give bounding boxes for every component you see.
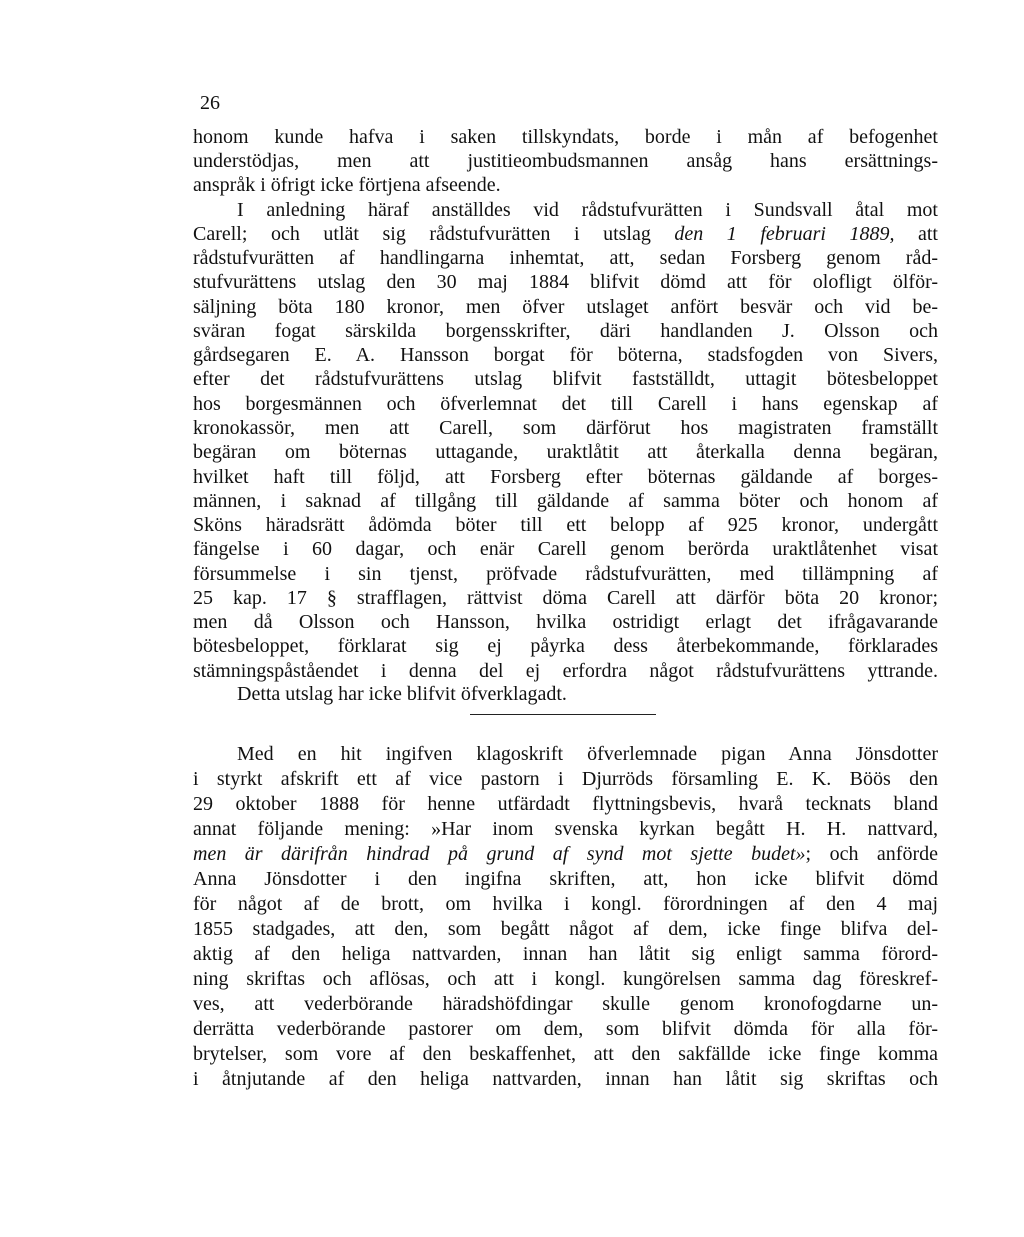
text-line: för något af de brott, om hvilka i kongl. förordningen af den 4 maj [193,893,938,915]
text-segment: Carell; och utlät sig rådstufvurätten i utslag [193,223,675,245]
page-number: 26 [200,92,220,114]
text-line: men då Olsson och Hansson, hvilka ostridigt erlagt det ifrågavarande [193,611,938,633]
section-divider [470,714,656,715]
text-line: säljning böta 180 kronor, men öfver utslaget anfört besvär och vid be- [193,296,938,318]
text-line: fängelse i 60 dagar, och enär Carell genom berörda uraktlåtenhet visat [193,538,938,560]
text-line: i styrkt afskrift ett af vice pastorn i Djurröds församling E. K. Böös den [193,768,938,790]
text-line: honom kunde hafva i saken tillskyndats, borde i mån af befogenhet [193,126,938,148]
text-line: stämningspåståendet i denna del ej erfordra något rådstufvurättens yttrande. [193,660,938,682]
text-line [193,843,938,866]
text-line: derrätta vederbörande pastorer om dem, som blifvit dömda för alla för- [193,1018,938,1040]
text-line: I anledning häraf anställdes vid rådstufvurätten i Sundsvall åtal mot [237,199,938,221]
text-line: kronokassör, men att Carell, som därförut hos magistraten framställt [193,417,938,439]
text-line: hvilket haft till följd, att Forsberg efter böternas gäldande af borges- [193,466,938,488]
text-line: gårdsegaren E. A. Hansson borgat för böterna, stadsfogden von Sivers, [193,344,938,366]
text-line: brytelser, som vore af den beskaffenhet, att den sakfällde icke finge komma [193,1043,938,1065]
text-line: annat följande mening: »Har inom svenska kyrkan begått H. H. nattvard, [193,818,938,840]
text-line: Sköns häradsrätt ådömda böter till ett belopp af 925 kronor, undergått [193,514,938,536]
italic-date: den 1 februari 1889, [674,223,895,245]
text-line: försummelse i sin tjenst, pröfvade rådstufvurätten, med tillämpning af [193,563,938,585]
text-line: Med en hit ingifven klagoskrift öfverlemnade pigan Anna Jönsdotter [237,743,938,765]
italic-quote: men är därifrån hindrad på grund af synd mot sjette budet» [193,843,806,865]
text-line: stufvurättens utslag den 30 maj 1884 blifvit dömd att för olofligt ölför- [193,271,938,293]
text-line: i åtnjutande af den heliga nattvarden, innan han låtit sig skriftas och [193,1068,938,1090]
text-line: bötesbeloppet, förklarat sig ej påyrka dess återbekommande, förklarades [193,635,938,657]
text-line: ves, att vederbörande häradshöfdingar skulle genom kronofogdarne un- [193,993,938,1015]
text-line [193,223,938,246]
text-segment: att [894,223,938,245]
text-line: 1855 stadgades, att den, som begått något af dem, icke finge blifva del- [193,918,938,940]
text-line: Anna Jönsdotter i den ingifna skriften, att, hon icke blifvit dömd [193,868,938,890]
text-line: ning skriftas och aflösas, och att i kongl. kungörelsen samma dag föreskref- [193,968,938,990]
text-line: Detta utslag har icke blifvit öfverklagadt. [237,683,567,705]
text-line: efter det rådstufvurättens utslag blifvit fastställdt, uttagit bötesbeloppet [193,368,938,390]
text-line: understödjas, men att justitieombudsmannen ansåg hans ersättnings- [193,150,938,172]
text-line: rådstufvurätten af handlingarna inhemtat, att, sedan Forsberg genom råd- [193,247,938,269]
text-line: aktig af den heliga nattvarden, innan han låtit sig enligt samma förord- [193,943,938,965]
text-line: sväran fogat särskilda borgensskrifter, däri handlanden J. Olsson och [193,320,938,342]
text-line: 25 kap. 17 § strafflagen, rättvist döma Carell att därför böta 20 kronor; [193,587,938,609]
text-line: männen, i saknad af tillgång till gäldande af samma böter och honom af [193,490,938,512]
text-line: hos borgesmännen och öfverlemnat det till Carell i hans egenskap af [193,393,938,415]
text-line: 29 oktober 1888 för henne utfärdadt flyttningsbevis, hvarå tecknats bland [193,793,938,815]
text-line: anspråk i öfrigt icke förtjena afseende. [193,174,501,196]
text-line: begäran om böternas uttagande, uraktlåtit att återkalla denna begäran, [193,441,938,463]
text-segment: ; och anförde [805,843,938,865]
